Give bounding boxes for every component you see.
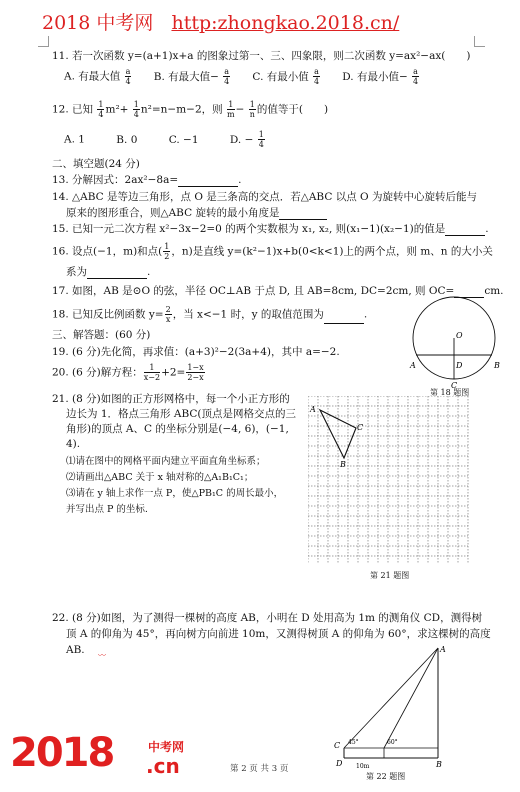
section-2-title: 二、填空题(24 分) bbox=[52, 158, 140, 170]
spell-mark: 〰 bbox=[98, 651, 106, 660]
figure-21-caption: 第 21 题图 bbox=[370, 571, 410, 580]
label-o: O bbox=[456, 331, 463, 340]
q18: 18. 已知反比例函数 y= $\frac{2}{x}$ ，当 x<−1 时，y 的取值范围为 . bbox=[52, 305, 368, 324]
angle-45: 45° bbox=[348, 739, 359, 746]
q13: 13. 分解因式：2ax²−8a= . bbox=[52, 174, 242, 186]
grid-lines bbox=[308, 396, 468, 564]
sight-60 bbox=[384, 648, 438, 748]
q11-opt-a: A. 有最大值 bbox=[64, 70, 121, 83]
figure-18-caption: 第 18 题图 bbox=[430, 388, 470, 397]
q22-line2: 顶 A 的仰角为 45°，再向树方向前进 10m，又测得树顶 A 的仰角为 60°，求这棵树的高度 bbox=[66, 628, 491, 640]
q14-line2: 原来的图形重合，则△ABC 旋转的最小角度是 bbox=[66, 207, 327, 220]
q21-sub2: ⑵请画出△ABC 关于 x 轴对称的△A₁B₁C₁； bbox=[66, 472, 254, 483]
q11-frac-b: $\frac{a}{4}$ bbox=[224, 67, 230, 86]
logo-domain: .cn bbox=[146, 754, 180, 778]
q21-sub3: ⑶请在 y 轴上求作一点 P，使△PB₁C 的周长最小， bbox=[66, 488, 284, 499]
q17: 17. 如图，AB 是⊙O 的弦，半径 OC⊥AB 于点 D, 且 AB=8cm, DC=2cm, 则 OC= cm. bbox=[52, 285, 504, 297]
q14-line1: 14. △ABC 是等边三角形，点 O 是三条高的交点．若△ABC 以点 O 为旋转中心旋转后能与 bbox=[52, 191, 477, 203]
page-header bbox=[42, 8, 399, 35]
q11-frac-d: $\frac{a}{4}$ bbox=[412, 67, 419, 86]
q21-sub1: ⑴请在图中的网格平面内建立平面直角坐标系； bbox=[66, 456, 266, 467]
angle-60: 60° bbox=[387, 739, 398, 746]
q11-opt-c: C. 有最小值 bbox=[252, 70, 309, 83]
q12-stem: 12. 已知 $\frac{1}{4}$ m²+ $\frac{1}{4}$ n²=n−m−2，则 $\frac{1}{m}$ − $\frac{1}{n}$ 的值等于( ) bbox=[52, 100, 329, 119]
q21-line4: 4). bbox=[66, 438, 81, 450]
q21-line1: 21. (8 分)如图的正方形网格中，每一个小正方形的 bbox=[52, 393, 290, 405]
crop-mark-tr bbox=[474, 36, 485, 47]
figure-18 bbox=[408, 292, 504, 396]
q20: 20. (6 分)解方程： $\frac{1}{x-2}$ +2= $\frac{1-x}{2-x}$ bbox=[52, 363, 204, 382]
label-d: D bbox=[456, 361, 463, 370]
q19: 19. (6 分)先化简，再求值：(a+3)²−2(3a+4)，其中 a=−2. bbox=[52, 346, 340, 358]
logo-2018: 2018 bbox=[10, 730, 114, 776]
label-b: B bbox=[494, 361, 500, 370]
figure-22 bbox=[330, 640, 454, 770]
label-c: C bbox=[334, 741, 341, 750]
sight-45 bbox=[344, 648, 438, 748]
label-a: A bbox=[310, 405, 316, 414]
q11-opt-b: B. 有最大值− bbox=[153, 70, 219, 83]
page-footer: 第 2 页 共 3 页 bbox=[230, 764, 289, 774]
label-c: C bbox=[451, 381, 458, 390]
logo-cn-text: 中考网 bbox=[148, 740, 185, 754]
q15: 15. 已知一元二次方程 x²−3x−2=0 的两个实数根为 x₁, x₂, 则(x₁−1)(x₂−1)的值是 . bbox=[52, 223, 489, 235]
header-site: 2018 中考网 bbox=[42, 12, 154, 34]
label-b: B bbox=[436, 760, 442, 769]
label-a: A bbox=[410, 361, 416, 370]
figure-21 bbox=[308, 396, 470, 566]
header-url[interactable]: http:zhongkao.2018.cn/ bbox=[171, 12, 400, 34]
section-3-title: 三、解答题：(60 分) bbox=[52, 329, 151, 341]
q21-line2: 边长为 1．格点三角形 ABC(顶点是网格交点的三 bbox=[66, 408, 296, 420]
q11-opt-d: D. 有最小值− bbox=[342, 70, 408, 83]
q22-line1: 22. (8 分)如图，为了测得一棵树的高度 AB，小明在 D 处用高为 1m 的测角仪 CD，测得树 bbox=[52, 612, 483, 624]
q21-sub4: 并写出点 P 的坐标. bbox=[66, 504, 148, 515]
q11-stem: 11. 若一次函数 y=(a+1)x+a 的图象过第一、三、四象限，则二次函数 y=ax²−ax( ) bbox=[52, 50, 471, 62]
label-b: B bbox=[340, 460, 346, 469]
q11-frac-a: $\frac{a}{4}$ bbox=[125, 67, 131, 86]
figure-22-caption: 第 22 题图 bbox=[366, 772, 406, 781]
q11-options bbox=[64, 67, 420, 86]
q16-line1: 16. 设点(−1，m)和点( $\frac{1}{2}$ ，n)是直线 y=(k²−1)x+b(0<k<1)上的两个点，则 m、n 的大小关 bbox=[52, 242, 493, 261]
q12-options: A. 1 B. 0 C. −1 D. − $\frac{1}{4}$ bbox=[64, 130, 264, 149]
label-c: C bbox=[357, 423, 364, 432]
q22-line3: AB. bbox=[66, 644, 85, 656]
crop-mark-tl bbox=[38, 36, 49, 47]
label-d: D bbox=[336, 759, 343, 768]
q11-frac-c: $\frac{a}{4}$ bbox=[313, 67, 320, 86]
q21-line3: 角形)的顶点 A、C 的坐标分别是(−4, 6)，(−1, bbox=[66, 423, 289, 435]
q16-line2: 系为 . bbox=[66, 266, 151, 278]
distance-10m: 10m bbox=[356, 763, 370, 770]
label-a: A bbox=[440, 645, 446, 654]
